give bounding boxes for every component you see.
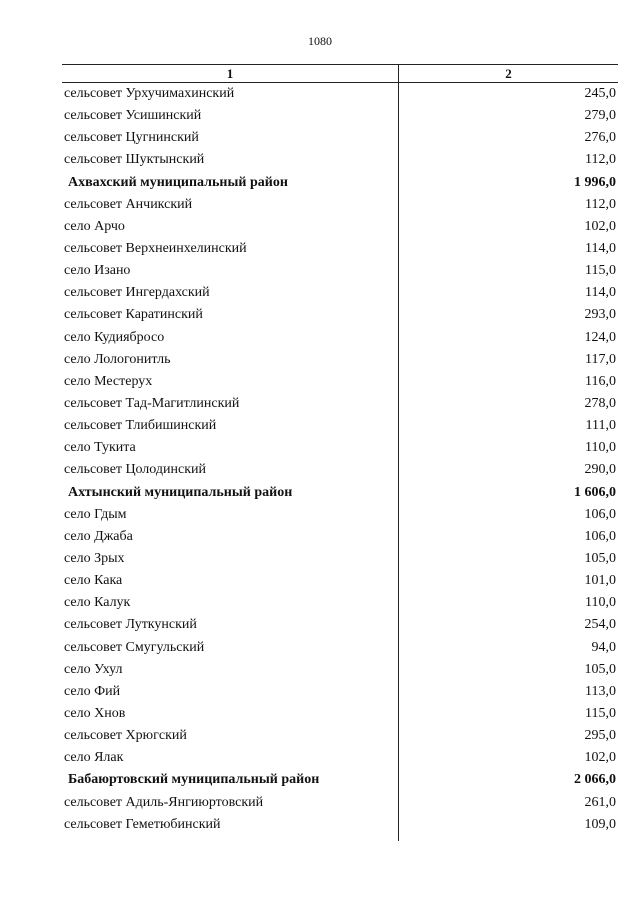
district-name: Ахтынский муниципальный район (68, 484, 293, 500)
settlement-name: сельсовет Тад-Магитлинский (64, 396, 240, 412)
table-row (62, 747, 618, 769)
settlement-value: 116,0 (585, 373, 616, 389)
table-row (62, 83, 618, 105)
settlement-value: 106,0 (584, 506, 616, 522)
settlement-name: село Ухул (64, 661, 123, 677)
settlement-value: 109,0 (584, 816, 616, 832)
table-row (62, 792, 618, 814)
table-row (62, 526, 618, 548)
table-row (62, 149, 618, 171)
settlement-value: 113,0 (585, 683, 616, 699)
table-row (62, 814, 618, 836)
settlement-name: село Кака (64, 573, 123, 589)
table-row (62, 459, 618, 481)
settlement-name: село Кудиябросо (64, 329, 165, 345)
settlement-name: село Тукита (64, 440, 136, 456)
table-row (62, 127, 618, 149)
settlement-name: сельсовет Тлибишинский (64, 418, 217, 434)
settlement-value: 94,0 (591, 639, 616, 655)
settlement-value: 276,0 (584, 130, 616, 146)
column-header-1: 1 (62, 65, 399, 82)
settlement-name: село Калук (64, 595, 131, 611)
settlement-name: село Хнов (64, 706, 126, 721)
page-number: 1080 (308, 34, 332, 48)
table-row (62, 327, 618, 349)
table-row (62, 592, 618, 614)
column-header-2: 2 (505, 66, 512, 81)
settlement-name: сельсовет Урхучимахинский (64, 86, 235, 102)
table-row (62, 725, 618, 747)
table-row (62, 194, 618, 216)
table-row (62, 659, 618, 681)
table-row (62, 216, 618, 238)
settlement-value: 261,0 (584, 794, 616, 810)
settlement-name: сельсовет Хрюгский (64, 728, 187, 744)
table-row (62, 548, 618, 570)
table-row (62, 105, 618, 127)
settlement-name: сельсовет Верхнеинхелинский (64, 241, 247, 257)
settlement-value: 279,0 (584, 108, 616, 124)
district-name: Ахвахский муниципальный район (68, 174, 288, 190)
settlement-name: сельсовет Ингердахский (64, 285, 210, 301)
settlement-value: 112,0 (585, 152, 616, 168)
district-total: 1 606,0 (574, 484, 616, 500)
settlement-name: сельсовет Цолодинский (64, 462, 206, 478)
settlement-value: 124,0 (584, 329, 616, 345)
settlement-name: сельсовет Каратинский (64, 307, 203, 323)
table-row (62, 504, 618, 526)
district-total: 1 996,0 (574, 174, 616, 190)
table-row (62, 304, 618, 326)
settlement-value: 115,0 (585, 263, 616, 279)
settlement-name: село Зрых (64, 551, 125, 567)
table-row (62, 415, 618, 437)
settlement-value: 110,0 (585, 595, 616, 611)
settlement-value: 106,0 (584, 528, 616, 544)
district-row (62, 482, 618, 504)
settlement-name: сельсовет Адиль-Янгиюртовский (64, 794, 264, 810)
settlement-value: 112,0 (585, 196, 616, 212)
table-row (62, 371, 618, 393)
settlement-value: 114,0 (585, 241, 616, 257)
settlement-value: 254,0 (584, 617, 616, 633)
settlement-name: сельсовет Цугнинский (64, 130, 199, 146)
settlement-value: 102,0 (584, 750, 616, 766)
settlement-value: 290,0 (584, 462, 616, 478)
district-row (62, 769, 618, 791)
settlement-name: село Фий (64, 683, 121, 699)
settlement-name: сельсовет Смугульский (64, 639, 205, 655)
table-row (62, 260, 618, 282)
settlement-value: 101,0 (584, 573, 616, 589)
table-row (62, 614, 618, 636)
settlement-name: село Гдым (64, 506, 127, 522)
settlement-name: сельсовет Геметюбинский (64, 816, 221, 832)
column-divider (398, 83, 399, 841)
settlement-name: сельсовет Анчикский (64, 196, 193, 212)
settlement-value: 111,0 (585, 418, 616, 434)
settlement-value: 245,0 (584, 86, 616, 102)
settlement-name: сельсовет Шуктынский (64, 152, 205, 168)
settlement-value: 117,0 (585, 351, 616, 367)
district-name: Бабаюртовский муниципальный район (68, 772, 320, 788)
settlement-value: 102,0 (584, 218, 616, 234)
settlement-value: 110,0 (585, 440, 616, 456)
table-row (62, 393, 618, 415)
district-total: 2 066,0 (574, 772, 616, 788)
table-body (62, 83, 618, 836)
table-header (62, 64, 618, 83)
table-row (62, 282, 618, 304)
settlement-name: село Арчо (64, 218, 125, 234)
table-row (62, 349, 618, 371)
settlement-name: сельсовет Луткунский (64, 617, 197, 633)
settlement-value: 293,0 (584, 307, 616, 323)
settlement-name: село Изано (64, 263, 131, 279)
settlement-value: 105,0 (584, 661, 616, 677)
settlement-name: сельсовет Усишинский (64, 108, 202, 124)
district-row (62, 172, 618, 194)
allocation-table (62, 64, 618, 836)
table-row (62, 681, 618, 703)
settlement-value: 295,0 (584, 728, 616, 744)
settlement-name: село Лологонитль (64, 351, 171, 367)
table-row (62, 570, 618, 592)
settlement-name: село Джаба (64, 528, 133, 544)
table-row (62, 703, 618, 725)
settlement-value: 105,0 (584, 551, 616, 567)
settlement-value: 114,0 (585, 285, 616, 301)
settlement-value: 278,0 (584, 396, 616, 412)
table-row (62, 238, 618, 260)
settlement-name: село Ялак (64, 750, 124, 766)
table-row (62, 637, 618, 659)
settlement-value: 115,0 (585, 706, 616, 721)
settlement-name: село Местерух (64, 373, 153, 389)
table-row (62, 437, 618, 459)
